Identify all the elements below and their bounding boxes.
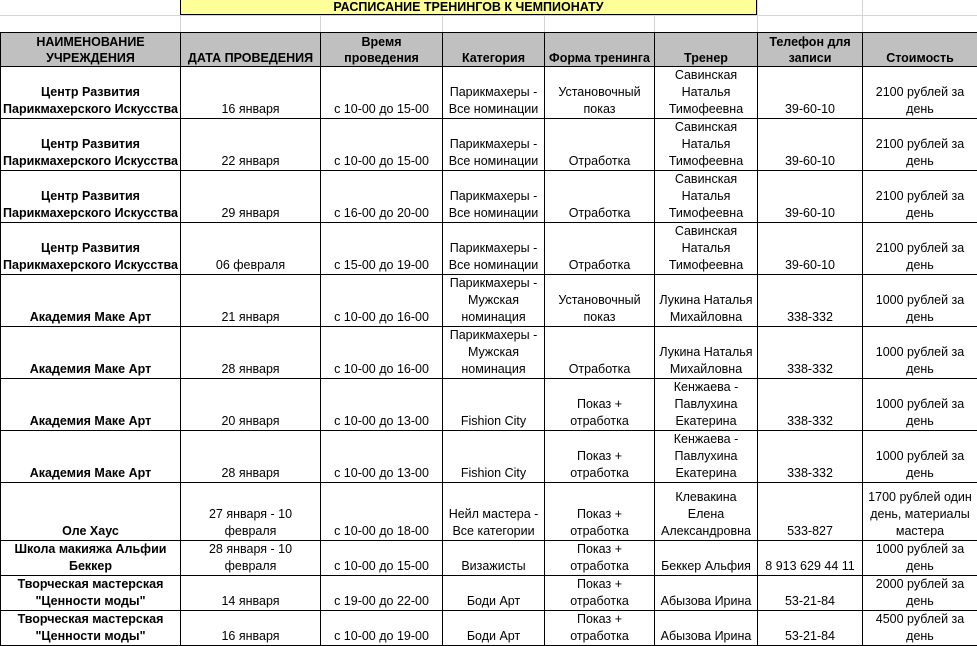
cell-format[interactable]: Отработка	[545, 171, 655, 223]
cell-trainer[interactable]: Лукина Наталья Михайловна	[655, 275, 758, 327]
cell-time[interactable]: с 16-00 до 20-00	[321, 171, 443, 223]
cell-phone[interactable]: 533-827	[758, 483, 863, 541]
cell-category[interactable]: Парикмахеры - Все номинации	[443, 223, 545, 275]
cell-format[interactable]: Показ + отработка	[545, 379, 655, 431]
cell-trainer[interactable]: Савинская Наталья Тимофеевна	[655, 67, 758, 119]
cell-format[interactable]: Отработка	[545, 223, 655, 275]
cell-institution[interactable]: Школа макияжа Альфии Беккер	[1, 541, 181, 576]
column-header-time[interactable]: Время проведения	[321, 33, 443, 67]
cell-price[interactable]: 1000 рублей за день	[863, 275, 977, 327]
cell-date[interactable]: 29 января	[181, 171, 321, 223]
cell-category[interactable]: Визажисты	[443, 541, 545, 576]
cell-category[interactable]: Парикмахеры - Все номинации	[443, 67, 545, 119]
cell-price[interactable]: 2100 рублей за день	[863, 67, 977, 119]
cell-date[interactable]: 14 января	[181, 576, 321, 611]
table-row	[1, 275, 977, 327]
cell-phone[interactable]: 39-60-10	[758, 67, 863, 119]
table-row	[1, 223, 977, 275]
table-row	[1, 541, 977, 576]
schedule-table	[0, 32, 977, 646]
header-row	[1, 33, 977, 67]
cell-category[interactable]: Fishion City	[443, 431, 545, 483]
cell-format[interactable]: Установочный показ	[545, 275, 655, 327]
cell-category[interactable]: Парикмахеры - Мужская номинация	[443, 327, 545, 379]
column-header-phone[interactable]: Телефон для записи	[758, 33, 863, 67]
cell-date[interactable]: 27 января - 10 февраля	[181, 483, 321, 541]
cell-date[interactable]: 20 января	[181, 379, 321, 431]
cell-time[interactable]: с 10-00 до 19-00	[321, 611, 443, 646]
cell-phone[interactable]: 53-21-84	[758, 611, 863, 646]
cell-phone[interactable]: 39-60-10	[758, 171, 863, 223]
column-header-format[interactable]: Форма тренинга	[545, 33, 655, 67]
table-row	[1, 119, 977, 171]
cell-category[interactable]: Боди Арт	[443, 576, 545, 611]
cell-institution[interactable]: Творческая мастерская "Ценности моды"	[1, 576, 181, 611]
cell-time[interactable]: с 10-00 до 13-00	[321, 431, 443, 483]
cell-format[interactable]: Установочный показ	[545, 67, 655, 119]
table-row	[1, 67, 977, 119]
cell-phone[interactable]: 338-332	[758, 379, 863, 431]
cell-institution[interactable]: Оле Хаус	[1, 483, 181, 541]
cell-format[interactable]: Показ + отработка	[545, 611, 655, 646]
column-header-institution[interactable]: НАИМЕНОВАНИЕ УЧРЕЖДЕНИЯ	[1, 33, 181, 67]
cell-date[interactable]: 16 января	[181, 67, 321, 119]
cell-format[interactable]: Показ + отработка	[545, 483, 655, 541]
column-header-date[interactable]: ДАТА ПРОВЕДЕНИЯ	[181, 33, 321, 67]
cell-date[interactable]: 28 января	[181, 431, 321, 483]
cell-category[interactable]: Fishion City	[443, 379, 545, 431]
cell-category[interactable]: Нейл мастера - Все категории	[443, 483, 545, 541]
cell-institution[interactable]: Академия Маке Арт	[1, 379, 181, 431]
table-row	[1, 327, 977, 379]
cell-phone[interactable]: 53-21-84	[758, 576, 863, 611]
column-header-trainer[interactable]: Тренер	[655, 33, 758, 67]
cell-date[interactable]: 28 января - 10 февраля	[181, 541, 321, 576]
cell-phone[interactable]: 39-60-10	[758, 119, 863, 171]
cell-trainer[interactable]: Савинская Наталья Тимофеевна	[655, 223, 758, 275]
cell-time[interactable]: с 10-00 до 15-00	[321, 119, 443, 171]
table-row	[1, 576, 977, 611]
cell-phone[interactable]: 338-332	[758, 431, 863, 483]
cell-category[interactable]: Парикмахеры - Все номинации	[443, 171, 545, 223]
cell-category[interactable]: Боди Арт	[443, 611, 545, 646]
cell-price[interactable]: 1000 рублей за день	[863, 541, 977, 576]
column-header-category[interactable]: Категория	[443, 33, 545, 67]
cell-format[interactable]: Отработка	[545, 119, 655, 171]
table-row	[1, 611, 977, 646]
cell-price[interactable]: 1000 рублей за день	[863, 379, 977, 431]
cell-institution[interactable]: Творческая мастерская "Ценности моды"	[1, 611, 181, 646]
cell-date[interactable]: 06 февраля	[181, 223, 321, 275]
cell-category[interactable]: Парикмахеры - Мужская номинация	[443, 275, 545, 327]
cell-date[interactable]: 28 января	[181, 327, 321, 379]
cell-trainer[interactable]: Кенжаева - Павлухина Екатерина	[655, 431, 758, 483]
cell-trainer[interactable]: Савинская Наталья Тимофеевна	[655, 171, 758, 223]
cell-institution[interactable]: Академия Маке Арт	[1, 275, 181, 327]
cell-price[interactable]: 1000 рублей за день	[863, 431, 977, 483]
cell-trainer[interactable]: Клевакина Елена Александровна	[655, 483, 758, 541]
cell-trainer[interactable]: Лукина Наталья Михайловна	[655, 327, 758, 379]
cell-format[interactable]: Показ + отработка	[545, 576, 655, 611]
cell-category[interactable]: Парикмахеры - Все номинации	[443, 119, 545, 171]
cell-date[interactable]: 16 января	[181, 611, 321, 646]
cell-time[interactable]: с 10-00 до 15-00	[321, 67, 443, 119]
cell-trainer[interactable]: Беккер Альфия	[655, 541, 758, 576]
cell-time[interactable]: с 10-00 до 13-00	[321, 379, 443, 431]
cell-time[interactable]: с 19-00 до 22-00	[321, 576, 443, 611]
cell-time[interactable]: с 10-00 до 15-00	[321, 541, 443, 576]
cell-price[interactable]: 2100 рублей за день	[863, 223, 977, 275]
cell-institution[interactable]: Центр Развития Парикмахерского Искусства	[1, 223, 181, 275]
cell-trainer[interactable]: Абызова Ирина	[655, 611, 758, 646]
table-row	[1, 171, 977, 223]
table-row	[1, 379, 977, 431]
sheet-title-cell[interactable]: РАСПИСАНИЕ ТРЕНИНГОВ К ЧЕМПИОНАТУ	[180, 0, 757, 15]
cell-trainer[interactable]: Савинская Наталья Тимофеевна	[655, 119, 758, 171]
cell-date[interactable]: 22 января	[181, 119, 321, 171]
cell-price[interactable]: 2000 рублей за день	[863, 576, 977, 611]
cell-institution[interactable]: Академия Маке Арт	[1, 327, 181, 379]
cell-time[interactable]: с 15-00 до 19-00	[321, 223, 443, 275]
cell-price[interactable]: 1000 рублей за день	[863, 327, 977, 379]
cell-trainer[interactable]: Абызова Ирина	[655, 576, 758, 611]
cell-date[interactable]: 21 января	[181, 275, 321, 327]
cell-format[interactable]: Отработка	[545, 327, 655, 379]
table-row	[1, 431, 977, 483]
cell-price[interactable]: 1700 рублей один день, материалы мастера	[863, 483, 977, 541]
cell-institution[interactable]: Центр Развития Парикмахерского Искусства	[1, 67, 181, 119]
cell-time[interactable]: с 10-00 до 16-00	[321, 327, 443, 379]
cell-institution[interactable]: Центр Развития Парикмахерского Искусства	[1, 171, 181, 223]
cell-phone[interactable]: 39-60-10	[758, 223, 863, 275]
column-header-price[interactable]: Стоимость	[863, 33, 977, 67]
cell-price[interactable]: 4500 рублей за день	[863, 611, 977, 646]
cell-trainer[interactable]: Кенжаева - Павлухина Екатерина	[655, 379, 758, 431]
cell-format[interactable]: Показ + отработка	[545, 541, 655, 576]
cell-price[interactable]: 2100 рублей за день	[863, 119, 977, 171]
cell-phone[interactable]: 8 913 629 44 11	[758, 541, 863, 576]
cell-format[interactable]: Показ + отработка	[545, 431, 655, 483]
cell-phone[interactable]: 338-332	[758, 327, 863, 379]
cell-time[interactable]: с 10-00 до 16-00	[321, 275, 443, 327]
cell-time[interactable]: с 10-00 до 18-00	[321, 483, 443, 541]
cell-price[interactable]: 2100 рублей за день	[863, 171, 977, 223]
cell-institution[interactable]: Академия Маке Арт	[1, 431, 181, 483]
cell-institution[interactable]: Центр Развития Парикмахерского Искусства	[1, 119, 181, 171]
table-row	[1, 483, 977, 541]
cell-phone[interactable]: 338-332	[758, 275, 863, 327]
